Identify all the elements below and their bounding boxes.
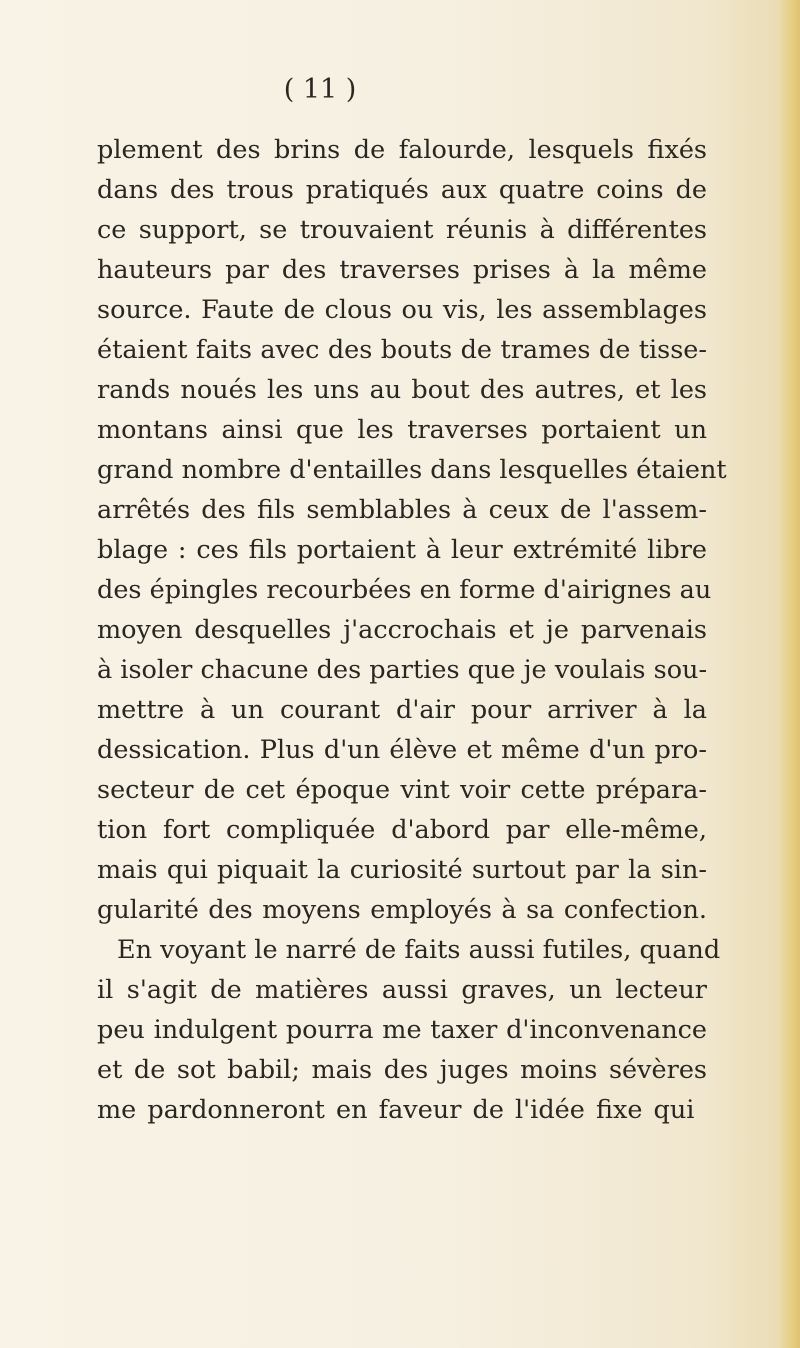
text-line: il s'agit de matières aussi graves, un lecteur [97, 975, 707, 1005]
text-line: peu indulgent pourra me taxer d'inconvenance [97, 1015, 707, 1045]
text-line: source. Faute de clous ou vis, les assemblages [97, 295, 707, 325]
text-line: dans des trous pratiqués aux quatre coins de [97, 175, 707, 205]
page-number: ( 11 ) [283, 74, 357, 105]
text-line: montans ainsi que les traverses portaient un [97, 415, 707, 445]
page-edge [778, 0, 800, 1348]
body-text [97, 130, 727, 1130]
text-line: gularité des moyens employés à sa confection. [97, 895, 707, 925]
text-line: à isoler chacune des parties que je voulais sou- [97, 655, 708, 685]
text-line: ce support, se trouvaient réunis à différentes [97, 215, 707, 245]
text-line: dessication. Plus d'un élève et même d'un pro- [97, 735, 707, 765]
text-line: moyen desquelles j'accrochais et je parvenais [97, 615, 707, 645]
text-line: mettre à un courant d'air pour arriver à la [97, 695, 707, 725]
text-line: des épingles recourbées en forme d'airignes au [97, 575, 712, 605]
text-line: secteur de cet époque vint voir cette prépara- [97, 775, 707, 805]
text-line: tion fort compliquée d'abord par elle-même, [97, 815, 707, 845]
text-line: me pardonneront en faveur de l'idée fixe qui [97, 1095, 695, 1125]
text-line: grand nombre d'entailles dans lesquelles étaient [97, 455, 727, 485]
text-line: étaient faits avec des bouts de trames de tisse- [97, 335, 707, 365]
text-line: et de sot babil; mais des juges moins sévères [97, 1055, 707, 1085]
text-line: hauteurs par des traverses prises à la même [97, 255, 707, 285]
text-line: mais qui piquait la curiosité surtout par la sin- [97, 855, 707, 885]
text-line: rands noués les uns au bout des autres, et les [97, 375, 707, 405]
paragraph-start-line: En voyant le narré de faits aussi futiles, quand [117, 935, 721, 965]
text-line: plement des brins de falourde, lesquels fixés [97, 135, 707, 165]
text-line: arrêtés des fils semblables à ceux de l'assem- [97, 495, 707, 525]
text-line: blage : ces fils portaient à leur extrémité libre [97, 535, 707, 565]
